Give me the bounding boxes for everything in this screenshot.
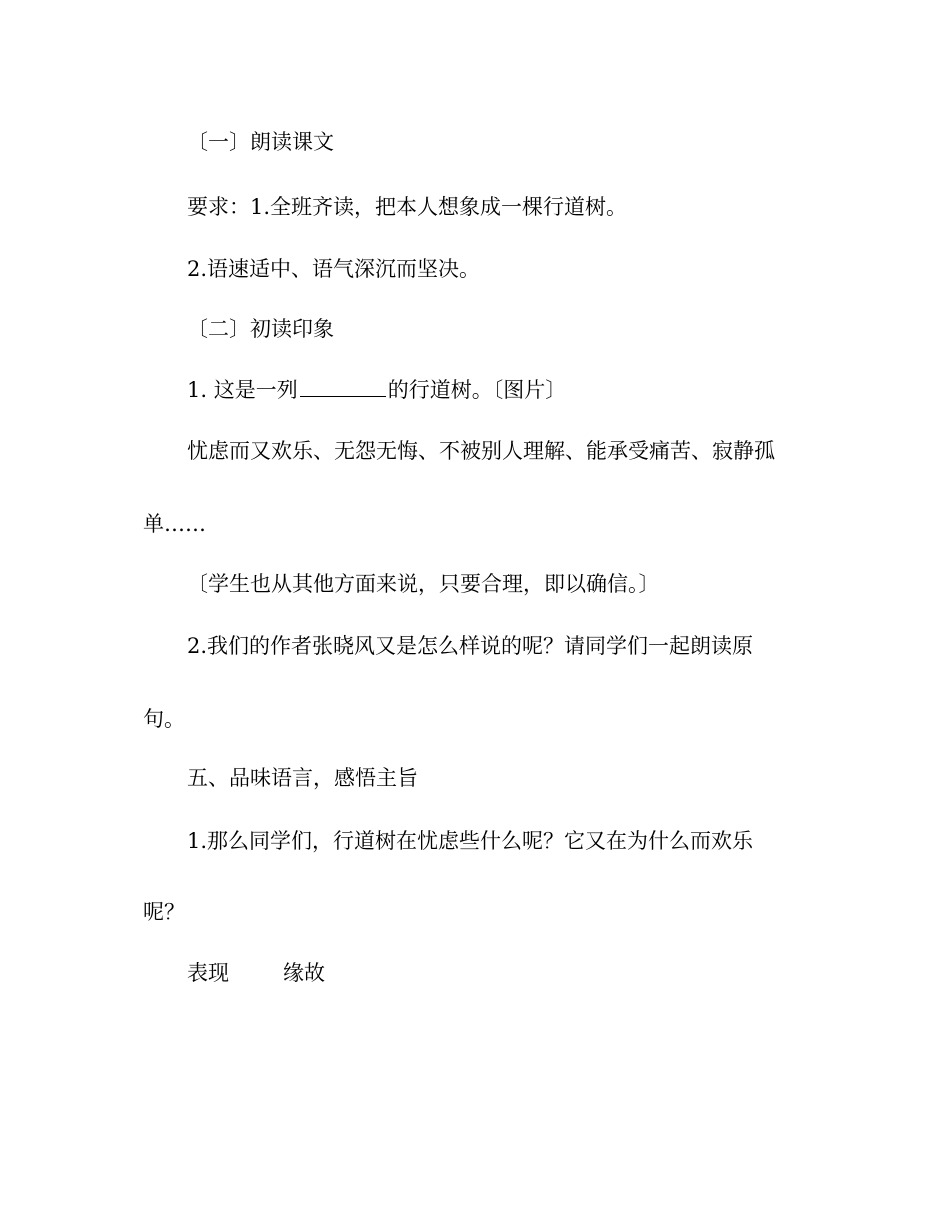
question-2-line-2: 句。 [143,707,185,731]
section-heading-read-aloud: 〔一〕朗读课文 [187,130,334,154]
requirement-line-2: 2.语速适中、语气深沉而坚决。 [187,257,481,281]
question-3-line-1: 1.那么同学们，行道树在忧虑些什么呢？它又在为什么而欢乐 [187,829,754,853]
question-text-before-blank: 1. 这是一列 [187,378,298,402]
question-text-after-blank: 的行道树。〔图片〕 [387,378,567,402]
question-2-line-1: 2.我们的作者张晓风又是怎么样说的呢？请同学们一起朗读原 [187,634,754,658]
question-3-line-2: 呢？ [143,900,185,924]
answer-paragraph-line-1: 忧虑而又欢乐、无怨无悔、不被别人理解、能承受痛苦、寂静孤 [187,439,775,463]
teacher-note: 〔学生也从其他方面来说，只要合理，即以确信。〕 [187,572,660,596]
answer-blank [300,378,386,397]
section-heading-language-theme: 五、品味语言，感悟主旨 [187,766,418,790]
section-heading-first-impression: 〔二〕初读印象 [187,317,334,341]
column-label-reason: 缘故 [283,961,325,985]
fill-in-question-1 [187,376,566,404]
requirement-line-1: 要求：1.全班齐读，把本人想象成一棵行道树。 [187,195,628,219]
answer-paragraph-line-2: 单…… [143,512,206,536]
table-header-row [187,959,325,987]
column-label-performance: 表现 [187,961,229,985]
